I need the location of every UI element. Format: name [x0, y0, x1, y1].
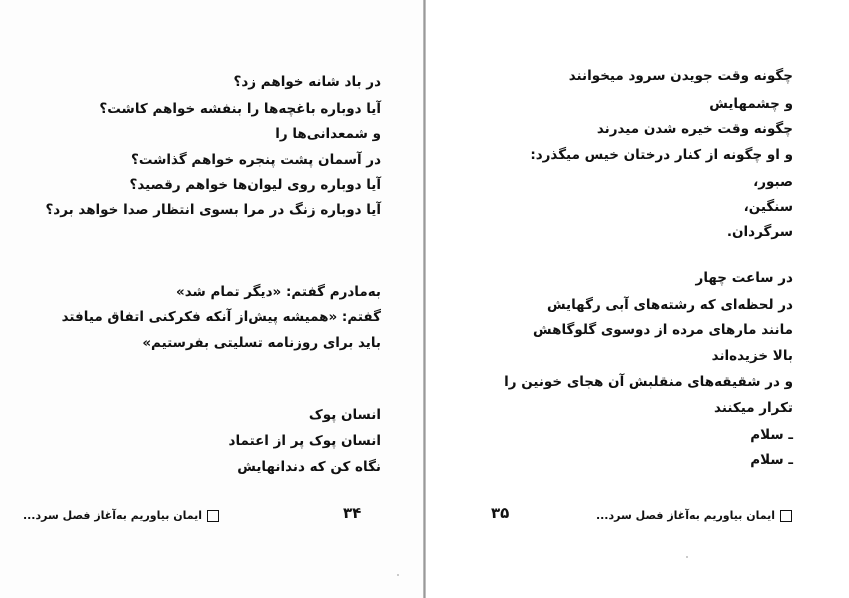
- poem-line: صبور،: [753, 174, 793, 190]
- running-footer: [23, 506, 219, 526]
- poem-line: نگاه کن که دندانهایش: [237, 459, 381, 475]
- poem-line: گفتم: «همیشه پیش‌از آنکه فکرکنی اتفاق میافتد: [61, 309, 381, 325]
- poem-line: انسان پوک: [308, 407, 381, 423]
- square-icon: [780, 510, 792, 522]
- poem-line: و چشمهایش: [709, 96, 793, 112]
- poem-line: چگونه وقت خیره شدن میدرند: [596, 121, 793, 137]
- poem-line: ـ سلام: [750, 427, 793, 443]
- poem-line: در ساعت چهار: [695, 270, 793, 286]
- footer-title: ایمان بیاوریم به‌آغاز فصل سرد...: [595, 509, 775, 522]
- running-footer: [596, 506, 792, 526]
- poem-line: سنگین،: [743, 199, 793, 215]
- right-page: [426, 0, 849, 598]
- poem-line: ـ سلام: [750, 452, 793, 468]
- poem-line: تکرار میکنند: [714, 400, 793, 416]
- poem-line: انسان پوک پر از اعتماد: [228, 433, 381, 449]
- poem-line: چگونه وقت جویدن سرود میخوانند: [568, 68, 793, 84]
- page-number: ۳۴: [343, 504, 362, 522]
- poem-line: سرگردان.: [726, 224, 793, 240]
- left-page: [0, 0, 424, 598]
- poem-line: در لحظه‌ای که رشته‌های آبی رگهایش: [546, 297, 793, 313]
- footer-title: ایمان بیاوریم به‌آغاز فصل سرد...: [22, 509, 202, 522]
- poem-line: و در شقیقه‌های منقلبش آن هجای خونین را: [504, 374, 793, 390]
- poem-line: بالا خزیده‌اند: [711, 348, 793, 364]
- poem-line: و شمعدانی‌ها را: [275, 126, 381, 142]
- poem-line: در آسمان پشت پنجره خواهم گذاشت؟: [131, 152, 381, 168]
- poem-line: به‌مادرم گفتم: «دیگر تمام شد»: [176, 284, 381, 300]
- poem-line: و او چگونه از کنار درختان خیس میگذرد:: [530, 147, 793, 163]
- poem-line: مانند مارهای مرده از دوسوی گلوگاهش: [533, 322, 793, 338]
- poem-line: آیا دوباره باغچه‌ها را بنفشه خواهم کاشت؟: [99, 101, 381, 117]
- poem-line: آیا دوباره روی لیوان‌ها خواهم رقصید؟: [129, 177, 381, 193]
- poem-line: باید برای روزنامه تسلیتی بفرستیم»: [142, 335, 381, 351]
- speck: [397, 574, 399, 576]
- page-number: ۳۵: [491, 504, 510, 522]
- poem-line: آیا دوباره زنگ در مرا بسوی انتظار صدا خواهد برد؟: [45, 202, 381, 218]
- square-icon: [207, 510, 219, 522]
- poem-line: در باد شانه خواهم زد؟: [233, 74, 381, 90]
- speck: [686, 556, 688, 558]
